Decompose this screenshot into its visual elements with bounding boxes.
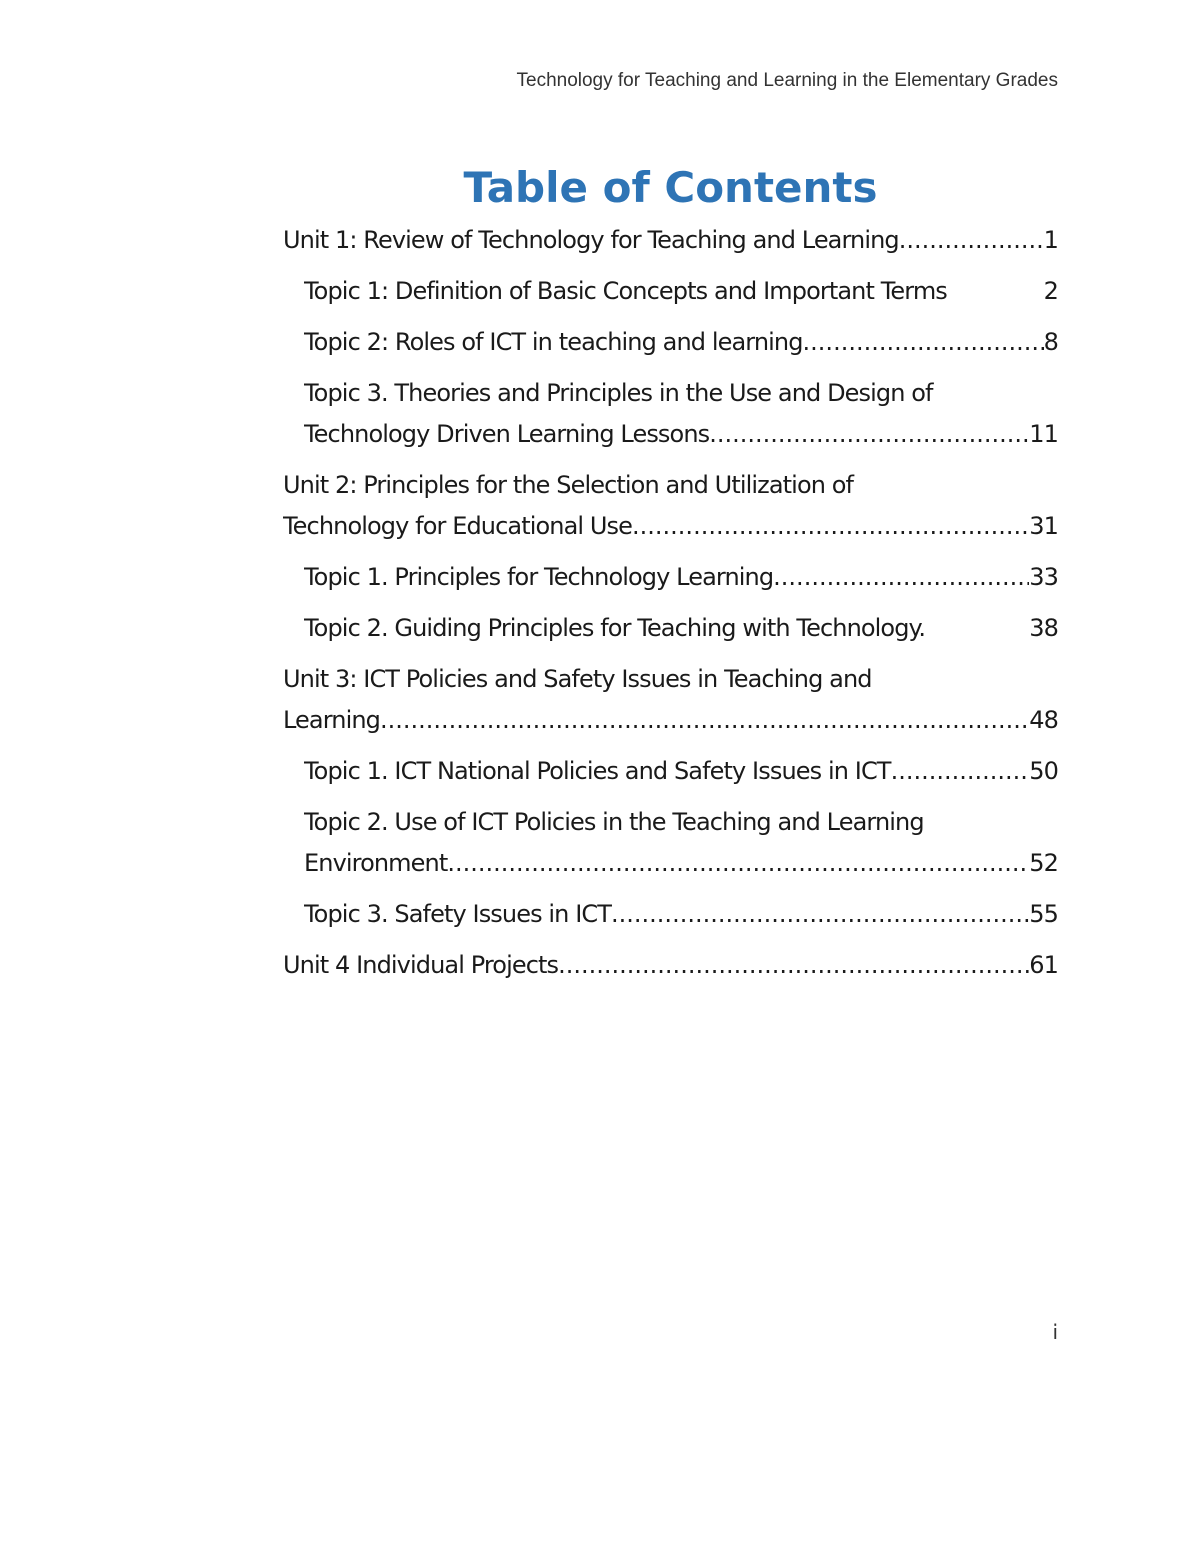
running-header: Technology for Teaching and Learning in the Elementary Grades [516,70,1058,91]
toc-entry-line [304,322,1058,363]
dot-leader [380,700,1029,741]
toc-entry-title: Topic 1. ICT National Policies and Safety Issues in ICT [304,757,891,785]
dot-leader [899,220,1044,261]
toc-entry-title: Technology for Educational Use [283,512,633,540]
toc-entry[interactable] [283,945,1058,986]
toc-entry-title: Unit 1: Review of Technology for Teaching and Learning [283,226,899,254]
toc-page-number: 1 [1043,226,1058,254]
toc-entry[interactable] [283,557,1058,598]
toc-page-number: 48 [1029,706,1058,734]
toc-entry-line [304,894,1058,935]
toc-entry[interactable] [283,894,1058,935]
toc-entry-title: Learning [283,706,380,734]
toc-entry-title: Topic 3. Safety Issues in ICT [304,900,612,928]
toc-entry-title: Topic 3. Theories and Principles in the Use and Design of [304,379,933,407]
toc-entry-title: Topic 1. Principles for Technology Learning [304,563,774,591]
toc-page-number: 50 [1029,757,1058,785]
toc-entry[interactable] [283,751,1058,792]
dot-leader [773,557,1029,598]
dot-leader [447,843,1029,884]
toc-entry-title: Unit 2: Principles for the Selection and Utilization of [283,471,854,499]
toc-entry-title: Topic 2. Use of ICT Policies in the Teaching and Learning [304,808,924,836]
toc-page-number: 61 [1029,951,1058,979]
toc-entry[interactable] [283,373,1058,455]
toc-entry-title: Technology Driven Learning Lessons [304,420,710,448]
toc-page-number: 52 [1029,849,1058,877]
toc-entry-line [283,945,1058,986]
toc-entry[interactable] [283,608,1058,649]
toc-entry-line [304,608,1058,649]
toc-page-number: 55 [1029,900,1058,928]
toc-entry[interactable] [283,465,1058,547]
dot-leader [611,894,1029,935]
table-of-contents [283,220,1058,996]
toc-entry-line [283,700,1058,741]
toc-entry-title: Unit 4 Individual Projects [283,951,559,979]
toc-page-number: 8 [1043,328,1058,356]
toc-entry-line [283,465,1058,506]
toc-page-number: 2 [1043,277,1058,305]
toc-entry-line [304,557,1058,598]
toc-entry[interactable] [283,271,1058,312]
dot-leader [558,945,1029,986]
page-number: i [1052,1320,1058,1344]
dot-leader [709,414,1029,455]
toc-entry[interactable] [283,802,1058,884]
toc-page-number: 33 [1029,563,1058,591]
toc-entry-line [304,802,1058,843]
toc-page-number: 38 [1029,614,1058,642]
toc-page-number: 31 [1029,512,1058,540]
toc-entry-title: Unit 3: ICT Policies and Safety Issues in Teaching and [283,665,872,693]
toc-entry-title: Environment [304,849,448,877]
page-title: Table of Contents [463,163,878,212]
dot-leader [632,506,1029,547]
dot-leader [891,751,1030,792]
toc-entry-line [283,506,1058,547]
toc-entry[interactable] [283,659,1058,741]
toc-entry[interactable] [283,322,1058,363]
toc-page-number: 11 [1029,420,1058,448]
toc-entry-line [283,220,1058,261]
toc-entry-line [304,271,1058,312]
toc-entry-line [304,373,1058,414]
toc-entry[interactable] [283,220,1058,261]
dot-leader [803,322,1044,363]
toc-entry-title: Topic 1: Definition of Basic Concepts and Important Terms [304,277,947,305]
toc-entry-line [283,659,1058,700]
toc-entry-line [304,843,1058,884]
toc-entry-line [304,751,1058,792]
toc-entry-line [304,414,1058,455]
toc-entry-title: Topic 2: Roles of ICT in teaching and learning [304,328,803,356]
toc-entry-title: Topic 2. Guiding Principles for Teaching with Technology. [304,614,926,642]
